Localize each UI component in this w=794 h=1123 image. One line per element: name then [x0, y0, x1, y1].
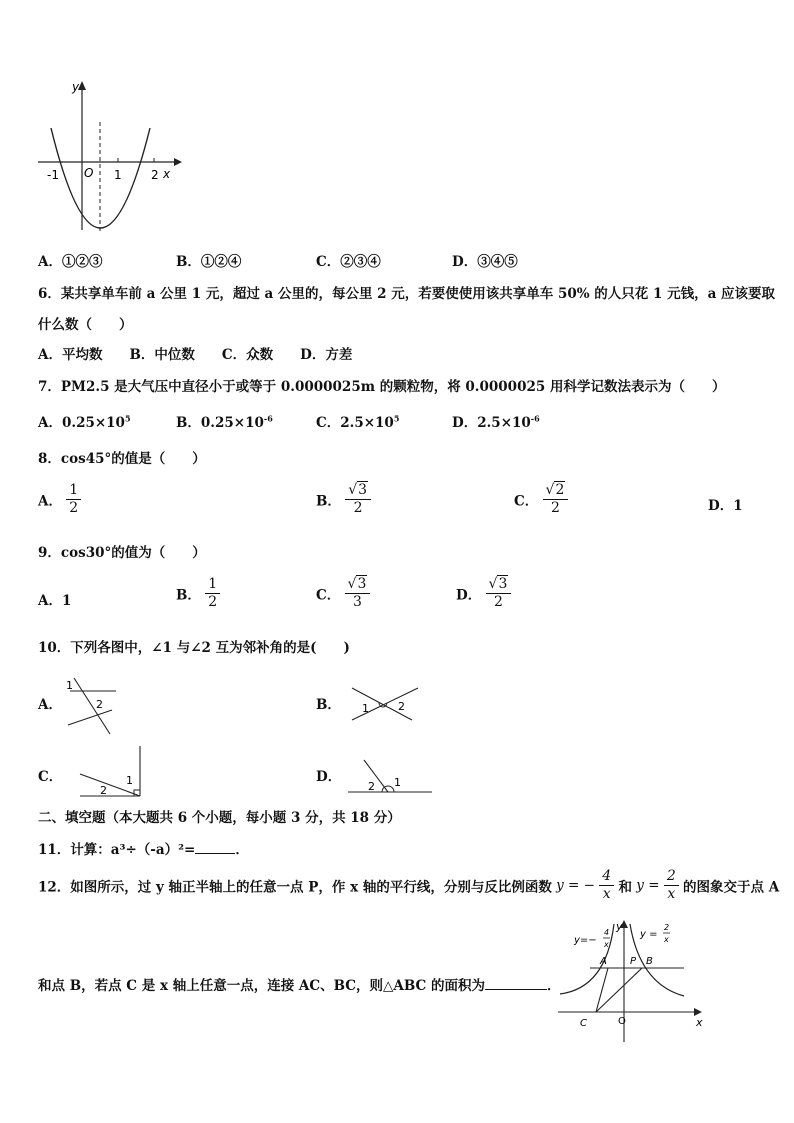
q5-option-a: A．①②③ [38, 254, 103, 270]
q8-option-d: D．1 [708, 498, 743, 514]
svg-text:B: B [646, 956, 653, 967]
svg-text:C: C [580, 1018, 587, 1029]
svg-text:x: x [696, 1016, 703, 1029]
svg-text:2: 2 [664, 923, 670, 932]
q10-figure-d [344, 756, 436, 796]
q10-figure-c [74, 742, 146, 800]
q9-option-d: D． $\frac{√3}{2}$ [456, 576, 511, 611]
q6-options: A．平均数 B．中位数 C．众数 D．方差 [38, 347, 353, 363]
q12-line2: 和点 B，若点 C 是 x 轴上任意一点，连接 AC、BC，则△ABC 的面积为 ． [38, 978, 561, 994]
q12-blank [485, 989, 547, 990]
x-label: x [163, 167, 171, 181]
q10-figure-a [62, 674, 122, 738]
svg-text:2: 2 [398, 700, 405, 713]
q9-option-b: B． $\frac{1}{2}$ [176, 576, 220, 611]
svg-text:2: 2 [100, 784, 107, 797]
q10-option-d: D． [316, 769, 342, 785]
svg-text:O: O [618, 1016, 626, 1027]
q6-text-line2: 什么数（ ） [38, 317, 133, 333]
svg-text:2: 2 [96, 698, 103, 711]
q11-blank [195, 853, 235, 854]
q9-option-c: C． $\frac{√3}{3}$ [316, 576, 370, 611]
svg-text:y=−: y=− [574, 935, 597, 946]
q12-line1: 12．如图所示，过 y 轴正半轴上的任意一点 P，作 x 轴的平行线，分别与反比例函数 y = − $\frac{4}{x}$ 和 y = $\frac{2}{x}$ 的图象交于点 A [38, 868, 780, 902]
tick-label-1: 1 [114, 168, 122, 182]
q10-option-a: A． [38, 697, 62, 713]
q8-option-a: A． $\frac{1}{2}$ [38, 482, 81, 517]
svg-text:1: 1 [394, 776, 401, 789]
q10-option-c: C． [38, 769, 63, 785]
svg-text:1: 1 [362, 702, 369, 715]
svg-text:x: x [664, 935, 669, 944]
parabola-graph [34, 78, 184, 238]
q5-option-c: C．②③④ [316, 254, 381, 270]
q7-option-c: C．$2.5\times 10^5$ [316, 413, 400, 431]
svg-text:2: 2 [368, 780, 375, 793]
q8-option-c: C． $\frac{√2}{2}$ [514, 482, 568, 517]
q11-text: 11．计算：a³÷（-a）²= ． [38, 842, 249, 858]
q10-option-b: B． [316, 697, 341, 713]
svg-text:1: 1 [66, 679, 73, 692]
q7-option-d: D．$2.5\times 10^{-6}$ [452, 413, 540, 431]
q10-text: 10．下列各图中，∠1 与∠2 互为邻补角的是( ) [38, 640, 350, 656]
svg-text:x: x [604, 940, 609, 949]
svg-text:y: y [616, 920, 623, 933]
tick-label-neg1: -1 [47, 168, 59, 182]
q7-option-a: A．$0.25\times 10^5$ [38, 413, 131, 431]
y-label: y [72, 80, 80, 94]
section-2-title: 二、填空题（本大题共 6 个小题，每小题 3 分，共 18 分） [38, 810, 401, 826]
segment-bc [596, 968, 642, 1012]
svg-text:1: 1 [126, 774, 133, 787]
svg-text:A: A [600, 956, 607, 967]
q5-option-b: B．①②④ [176, 254, 242, 270]
svg-text:P: P [630, 956, 637, 967]
q10-figure-b [346, 684, 422, 724]
q8-option-b: B． $\frac{√3}{2}$ [316, 482, 371, 517]
x-axis-arrow [174, 158, 182, 166]
q5-option-d: D．③④⑤ [452, 254, 518, 270]
q7-option-b: B．$0.25\times 10^{-6}$ [176, 413, 273, 431]
q9-option-a: A．1 [38, 593, 72, 609]
svg-text:y =: y = [640, 929, 658, 940]
tick-label-2: 2 [151, 168, 159, 182]
q8-text: 8．cos45°的值是（ ） [38, 451, 206, 467]
svg-text:4: 4 [604, 928, 610, 937]
q9-text: 9．cos30°的值为（ ） [38, 545, 206, 561]
origin-label: O [84, 166, 94, 180]
segment-ac [596, 968, 608, 1012]
q7-text: 7．PM2.5 是大气压中直径小于或等于 0.0000025m 的颗粒物，将 0.0000025 用科学记数法表示为（ ） [38, 379, 726, 395]
q6-text-line1: 6．某共享单车前 a 公里 1 元，超过 a 公里的，每公里 2 元，若要使使用该共享单车 50% 的人只花 1 元钱，a 应该要取 [38, 286, 776, 302]
q12-hyperbola-graph [554, 918, 706, 1048]
y-axis-arrow [78, 81, 86, 90]
